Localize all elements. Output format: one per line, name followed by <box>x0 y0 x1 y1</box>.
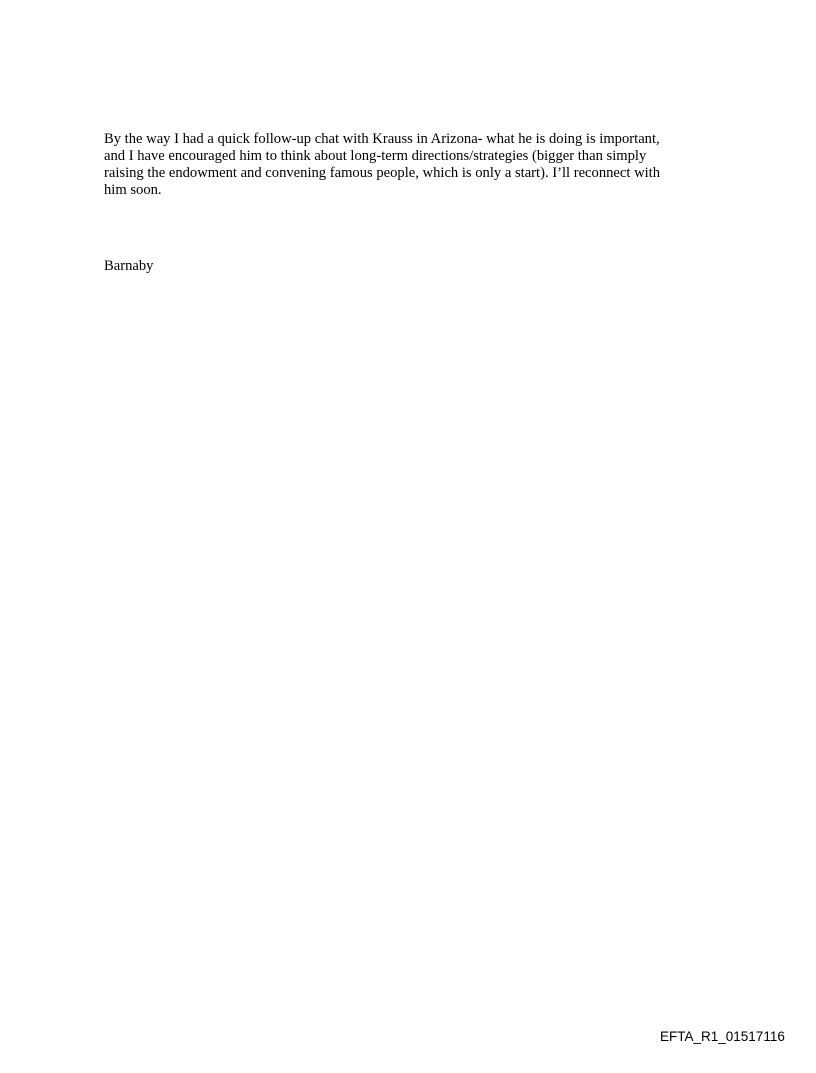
message-paragraph: By the way I had a quick follow-up chat with Krauss in Arizona- what he is doing is important, and I have encouraged him to think about long-term directions/strategies (bigger than simply raising the endowment and convening famous people, which is only a start). I’ll reconnect with him soon. <box>104 131 661 198</box>
signature-name: Barnaby <box>104 258 154 274</box>
document-id-footer: EFTA_R1_01517116 <box>660 1029 785 1044</box>
